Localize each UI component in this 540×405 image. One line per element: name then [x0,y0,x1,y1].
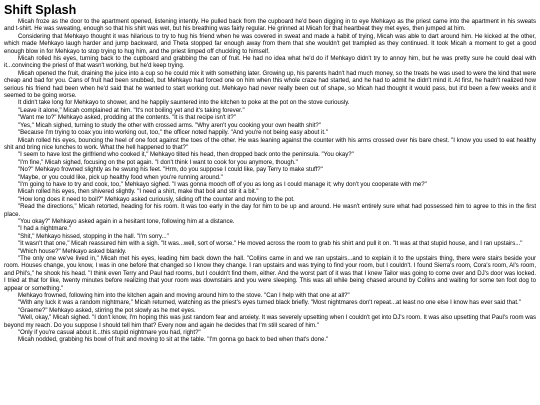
story-paragraph: "You okay?" Mehkayo asked again in a hesitant tone, following him at a distance. [18,218,235,225]
story-paragraph: Micah froze as the door to the apartment opened, listening intently. He pulled back from the cupboard he'd been digging in to eye Mehkayo as the priest came into the apartment in his sweats and t-shirt. He was sweating, enough so that his shirt was wet, but his breathing was fairly regular. He grinned at Micah for that heartbeat they met eyes, then jumped at him. [4,19,536,33]
story-paragraph: "How long does it need to boil?" Mehkayo asked curiously, sliding off the counter and moving to the pot. [18,196,295,203]
story-paragraph: It didn't take long for Mehkayo to shower, and he happily sauntered into the kitchen to poke at the pot on the stove curiously. [18,100,350,107]
story-paragraph: Micah nodded, grabbing his bowl of fruit and moving to sit at the table. "I'm gonna go back to bed when that's done." [18,337,329,344]
story-paragraph: "Well, okay," Micah sighed. "I don't know, I'm hoping this was just random fear and anxiety. It was severely upsetting when I couldn't get into DJ's room. It was also upsetting that Paul's room was beyond my reach. Do you suppose I should tell him that? Every now and again he decides that I'm still scared of him." [4,315,536,329]
story-paragraph: "Graeme?" Mehkayo asked, stirring the pot slowly as he met eyes. [18,307,196,314]
story-body [4,19,536,345]
story-paragraph: "I'm fine," Micah sighed, focusing on the pot again. "I don't think I want to cook for you anymore, though." [18,159,298,166]
story-paragraph: "I'm going to have to try and cook, too," Mehkayo sighed. "I was gonna mooch off of you as long as I could manage it; why don't you cooperate with me?" [18,181,427,188]
story-paragraph: "Maybe, or you could like, pick up healthy food when you're running around." [18,174,223,181]
story-paragraph: Micah opened the fruit, draining the juice into a cup so he could mix it with something later. Growing up, his parents hadn't had much money, so the treats he was used to were the kind that were cheap and bad for you. Cans of fruit had been snubbed, but Mehkayo had forced one on him when this whole craze had started, and he had to admit he didn't mind it. At first, he hadn't realized how serious his friend had been when he'd said that he wanted to start working out. Mehkayo had never really been out of shape, so Micah had thought it would pass, but it'd been a few weeks and it seemed to be going worse. [4,70,536,100]
story-paragraph: "I had a nightmare." [18,226,72,233]
story-paragraph: "Leave it alone," Micah complained at him. "It's not boiling yet and it's taking forever." [18,107,245,114]
story-paragraph: "With any luck it was a random nightmare," Micah returned, watching as the priest's eyes turned black briefly. "Most nightmares don't repeat...at least no one else I know has ever said that." [18,300,521,307]
story-paragraph: "Which house?" Mehkayo asked blankly. [18,248,127,255]
story-title: Shift Splash [4,3,77,17]
story-paragraph: Mehkayo frowned, following him into the kitchen again and moving around him to the stove. "Can I help with that one at all?" [18,293,350,300]
story-paragraph: "Read the directions," Micah retorted, heading for his room. It was too early in the day for him to be up and around. He wasn't entirely sure what had possessed him to agree to this in the first place. [4,204,536,218]
story-paragraph: "It wasn't that one," Micah reassured him with a sigh. "It was...well, sort of worse." He moved across the room to grab his shirt and pull it on. "It was at that stupid house, and I ran upstairs..." [18,241,523,248]
story-paragraph: "Only if you're casual about it...this stupid nightmare you had, right?" [18,330,201,337]
story-paragraph: "I seem to have lost the girlfriend who cooked it," Mehkayo tilted his head, then dropped back onto the peninsula. "You okay?" [18,152,354,159]
story-paragraph: "The only one we've lived in," Micah met his eyes, leading him back down the hall. "Collins came in and we ran upstairs...and to explain it to the upstairs thing, there were stairs beside your room. Houses change, you know, I was in one before that changed so I know they change. I ran upstairs and was trying to find your room, but I couldn't. I found Sierra's room, Cora's room, Al's room, and Phil's," he shook his head. "I think even Terry and Paul had rooms, but I couldn't find them, either. And the worst part of it was that I knew Tailor was going to come over and DJ's door was locked. I tried at that for like, twenty minutes before realizing that your room was downstairs and you were sleeping. This was all while being chased around by Collins and waiting for some ten foot dog to appear or something." [4,256,536,292]
story-paragraph: "Shit," Mehkayo hissed, stopping in the hall. "I'm sorry..." [18,233,169,240]
story-paragraph: Micah rolled his eyes, bouncing the heel of one foot against the toes of the other. He was leaning against the counter with his arms crossed over his bare chest. "I know you used to eat healthy shit and bring nice lunches to work. What the hell happened to that?" [4,137,536,151]
story-paragraph: "Yes," Micah sighed, turning to study the other with crossed arms. "Why aren't you cooking your own health shit?" [18,122,321,129]
story-paragraph: "Because I'm trying to coax you into working out, too," the officer noted happily. "And you're not being easy about it." [18,130,328,137]
story-paragraph: Micah rolled his eyes, then shivered slightly. "I need a shirt, make that boil and stir it a bit." [18,189,259,196]
story-paragraph: Micah rolled his eyes, turning back to the cupboard and grabbing the can of fruit. He had no idea what he'd do if Mehkayo didn't try to annoy him, but he was pretty sure he could deal with it...convincing the priest of that wasn't working, but he'd keep trying. [4,56,536,70]
story-paragraph: "No?" Mehkayo frowned slightly as he swung his feet. "Hrm, do you suppose I could like, pay Terry to make stuff?" [18,167,323,174]
story-paragraph: Considering that Mehkayo thought it was hilarious to try to hug his friend when he was covered in sweat and made a habit of trying, Micah was able to dart around him. He kicked at the other, which made Mehkayo laugh harder and jump backward, and Theta stopped far enough away from them that she wouldn't get trampled as they continued. It took Micah a moment to get a good enough blow in for Mehkayo to stop trying to hug him, and the priest limped off chuckling to himself. [4,33,536,55]
story-paragraph: "Want me to?" Mehkayo asked, prodding at the contents. "It is that recipe isn't it?" [18,115,236,122]
